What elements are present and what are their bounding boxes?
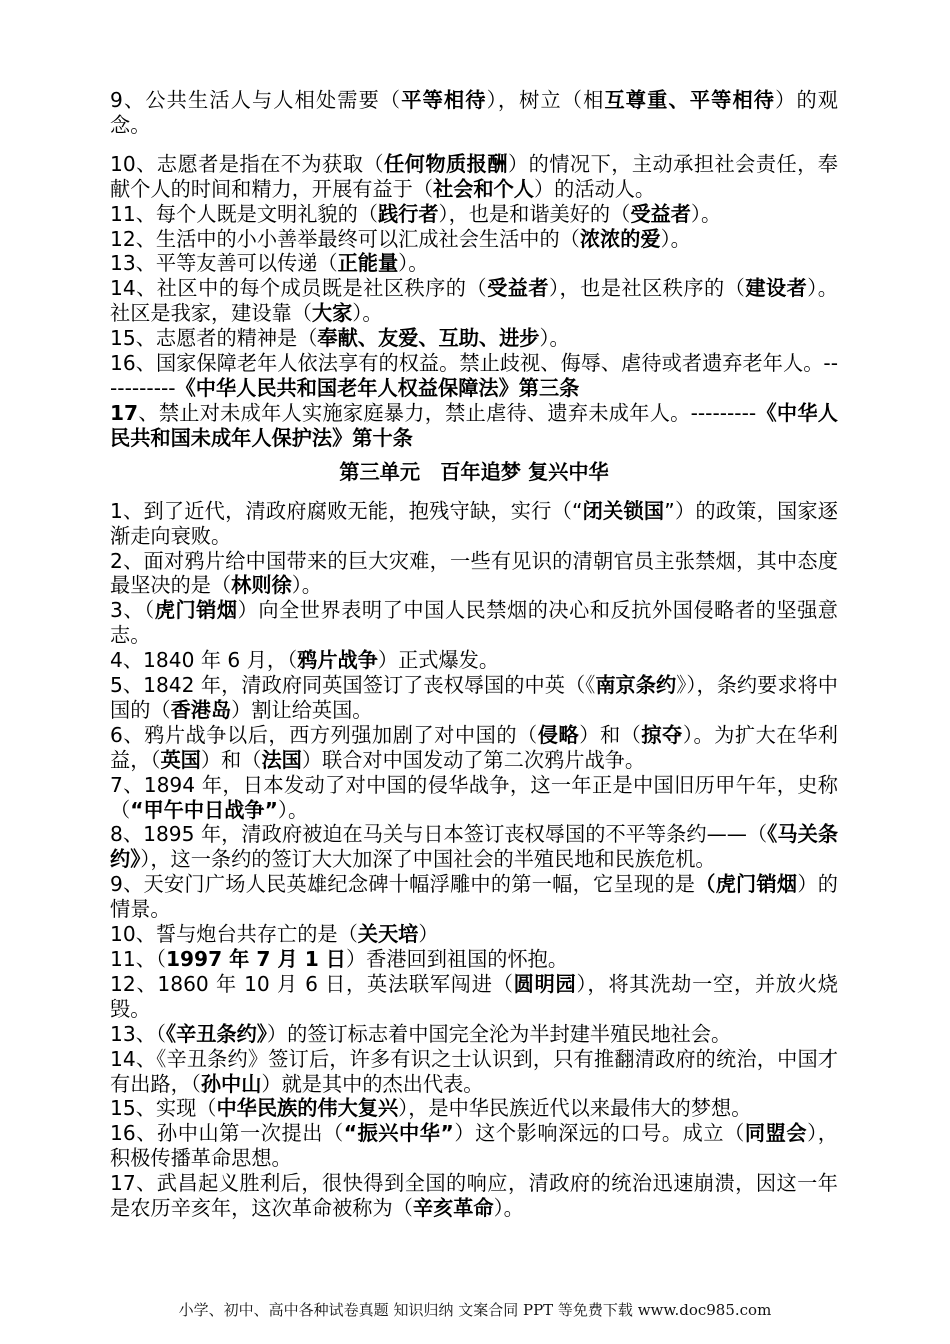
item-text: 12、生活中的小小善举最终可以汇成社会生活中的（ bbox=[110, 226, 580, 251]
answer-text: 虎门销烟 bbox=[154, 598, 238, 623]
answer-text: 英国 bbox=[160, 747, 201, 772]
item-text: 13、（ bbox=[110, 1021, 166, 1046]
answer-text: （虎门销烟 bbox=[695, 872, 798, 897]
list-item bbox=[110, 401, 838, 451]
answer-text: 《辛丑条约》 bbox=[165, 1021, 267, 1046]
item-text: ）。 bbox=[277, 797, 309, 822]
item-text: ）的签订标志着中国完全沦为半封建半殖民地社会。 bbox=[266, 1021, 732, 1046]
list-item bbox=[110, 922, 838, 947]
item-text: 2、面对鸦片给中国带来的巨大灾难，一些有见识的清朝官员主张禁烟，其中态度最坚决的是（ bbox=[110, 548, 838, 598]
document-page bbox=[110, 88, 838, 1221]
answer-text: 侵略 bbox=[537, 722, 580, 747]
answer-text: 平等相待 bbox=[401, 88, 487, 112]
answer-text: 践行者 bbox=[377, 201, 439, 226]
item-text: 15、志愿者的精神是（ bbox=[110, 326, 318, 351]
item-text: ），树立（相 bbox=[486, 88, 605, 112]
item-text: ）。 bbox=[539, 326, 570, 351]
answer-text: 闭关锁国 bbox=[582, 498, 665, 523]
item-text: ）香港回到祖国的怀抱。 bbox=[345, 947, 569, 971]
item-text: ），也是和谐美好的（ bbox=[438, 201, 631, 226]
answer-text: 法国 bbox=[261, 747, 302, 772]
list-item bbox=[110, 673, 838, 723]
item-text: 17、武昌起义胜利后，很快得到全国的响应，清政府的统治迅速崩溃，因这一年是农历辛亥年，这次革命被称为（ bbox=[110, 1171, 838, 1221]
item-text: ）的情况下，主动承担社会责任，奉献个人的时间和精力，开展有益于（ bbox=[110, 151, 838, 201]
item-text: 6、鸦片战争以后，西方列强加剧了对中国的（ bbox=[110, 722, 538, 747]
answer-text: 《中华人民共和国老年人权益保障法》第三条 bbox=[175, 375, 580, 400]
item-text: 11、（ bbox=[110, 947, 166, 971]
answer-text: 社会和个人 bbox=[433, 176, 534, 201]
item-text: 、禁止对未成年人实施家庭暴力，禁止虐待、遗弃未成年人。--------- bbox=[138, 400, 757, 425]
item-text: ）。 bbox=[493, 1196, 524, 1221]
item-text: ）的情景。 bbox=[110, 872, 838, 922]
item-text: 13、平等友善可以传递（ bbox=[110, 251, 338, 276]
list-item bbox=[110, 822, 838, 872]
list-item bbox=[110, 648, 838, 673]
unit-title: 第三单元 百年追梦 复兴中华 bbox=[339, 459, 609, 484]
list-item bbox=[110, 251, 838, 276]
answer-text: 掠夺 bbox=[641, 722, 683, 747]
item-text: 16、孙中山第一次提出（ bbox=[110, 1121, 344, 1146]
answer-text: 受益者 bbox=[630, 201, 691, 226]
answer-text: 奉献、友爱、互助、进步 bbox=[317, 326, 540, 351]
item-text: ）向全世界表明了中国人民禁烟的决心和反抗外国侵略者的坚强意志。 bbox=[110, 598, 838, 648]
item-text: ）就是其中的杰出代表。 bbox=[261, 1071, 484, 1096]
item-text: ），也是社区秩序的（ bbox=[549, 276, 746, 301]
item-text: ），这一条约的签订大大加深了中国社会的半殖民地和民族危机。 bbox=[140, 847, 716, 872]
answer-text: 关天培 bbox=[357, 922, 419, 947]
answer-text: 正能量 bbox=[337, 251, 399, 276]
list-item bbox=[110, 1022, 838, 1047]
section-civic-life bbox=[110, 88, 838, 451]
list-item bbox=[110, 351, 838, 401]
answer-text: 《中华人民共和国未成年人保护法》第十条 bbox=[110, 400, 838, 450]
item-text: ）联合对中国发动了第二次鸦片战争。 bbox=[301, 747, 646, 772]
item-text: ）和（ bbox=[200, 747, 262, 772]
list-item bbox=[110, 227, 838, 252]
item-text: ），是中华民族近代以来最伟大的梦想。 bbox=[398, 1096, 752, 1121]
item-text: ）。 bbox=[291, 573, 322, 598]
list-item bbox=[110, 723, 838, 773]
answer-text: 互尊重、平等相待 bbox=[604, 88, 776, 112]
item-text: ），将其洗劫一空，并放火烧毁。 bbox=[110, 971, 838, 1021]
item-text: ）。为扩大在华利益，（ bbox=[110, 722, 838, 772]
item-text: 7、1894 年，日本发动了对中国的侵华战争，这一年正是中国旧历甲午年，史称（ bbox=[110, 772, 838, 822]
item-text: 14、《辛丑条约》签订后，许多有识之士认识到，只有推翻清政府的统治，中国才有出路，（ bbox=[110, 1046, 838, 1096]
list-item bbox=[110, 1121, 838, 1171]
answer-text: 辛亥革命 bbox=[412, 1196, 494, 1221]
answer-text: 建设者 bbox=[745, 276, 808, 301]
item-text: ）。 bbox=[352, 301, 383, 326]
list-item bbox=[110, 972, 838, 1022]
list-item bbox=[110, 276, 838, 326]
item-text: 10、誓与炮台共存亡的是（ bbox=[110, 922, 358, 947]
item-text: ） bbox=[418, 922, 439, 947]
list-item bbox=[110, 326, 838, 351]
answer-text: 南京条约 bbox=[595, 673, 677, 698]
item-text: ）。 bbox=[660, 226, 691, 251]
item-text: 14、社区中的每个成员既是社区秩序的（ bbox=[110, 276, 488, 301]
answer-text: 香港岛 bbox=[170, 697, 232, 722]
answer-text: “甲午中日战争” bbox=[130, 797, 278, 822]
item-text: ）这个影响深远的口号。成立（ bbox=[453, 1121, 745, 1146]
answer-text: 圆明园 bbox=[513, 971, 577, 996]
list-item bbox=[110, 947, 838, 972]
item-text: ）割让给英国。 bbox=[231, 697, 373, 722]
answer-text: 大家 bbox=[311, 301, 353, 326]
answer-text: 17 bbox=[110, 400, 139, 425]
item-text: 9、公共生活人与人相处需要（ bbox=[110, 88, 402, 112]
list-item bbox=[110, 1171, 838, 1221]
list-item bbox=[110, 152, 838, 202]
list-item bbox=[110, 1047, 838, 1097]
item-text: 4、1840 年 6 月，（ bbox=[110, 648, 298, 673]
list-item bbox=[110, 872, 838, 922]
item-text: 9、天安门广场人民英雄纪念碑十幅浮雕中的第一幅，它呈现的是 bbox=[110, 872, 696, 897]
answer-text: 鸦片战争 bbox=[297, 648, 378, 673]
list-item bbox=[110, 499, 838, 549]
item-text: 1、到了近代，清政府腐败无能，抱残守缺，实行（“ bbox=[110, 498, 583, 523]
list-item bbox=[110, 1096, 838, 1121]
list-item bbox=[110, 202, 838, 227]
item-text: ）的观念。 bbox=[110, 88, 838, 137]
answer-text: 同盟会 bbox=[744, 1121, 808, 1146]
list-item bbox=[110, 549, 838, 599]
list-item bbox=[110, 88, 838, 138]
item-text: 16、国家保障老年人依法享有的权益。禁止歧视、侮辱、虐待或者遗弃老年人。----------- bbox=[110, 351, 838, 400]
item-text: ）和（ bbox=[579, 722, 642, 747]
item-text: ”）的政策，国家逐渐走向衰败。 bbox=[110, 498, 838, 548]
item-text: 11、每个人既是文明礼貌的（ bbox=[110, 201, 378, 226]
item-text: 3、（ bbox=[110, 598, 155, 623]
list-item bbox=[110, 598, 838, 648]
item-text: ）。 bbox=[398, 251, 429, 276]
answer-text: 浓浓的爱 bbox=[579, 226, 661, 251]
answer-text: 1997 年 7 月 1 日 bbox=[165, 947, 346, 971]
list-item bbox=[110, 773, 838, 823]
item-text: ）的活动人。 bbox=[533, 176, 656, 201]
answer-text: 受益者 bbox=[487, 276, 549, 301]
item-text: 10、志愿者是指在不为获取（ bbox=[110, 151, 385, 176]
answer-text: 中华民族的伟大复兴 bbox=[216, 1096, 399, 1121]
item-text: ）。 bbox=[690, 201, 722, 226]
answer-text: 林则徐 bbox=[231, 573, 292, 598]
item-text: 5、1842 年，清政府同英国签订了丧权辱国的中英（《 bbox=[110, 673, 596, 698]
item-text: 》），条约要求将中国的（ bbox=[110, 673, 838, 722]
answer-text: 《马关条约》 bbox=[110, 822, 839, 872]
answer-text: 孙中山 bbox=[200, 1071, 262, 1096]
item-text: ），积极传播革命思想。 bbox=[110, 1121, 838, 1171]
answer-text: “振兴中华” bbox=[343, 1121, 454, 1146]
item-text: 8、1895 年，清政府被迫在马关与日本签订丧权辱国的不平等条约——（ bbox=[110, 822, 768, 847]
answer-text: 任何物质报酬 bbox=[384, 151, 508, 176]
item-text: ）正式爆发。 bbox=[377, 648, 500, 673]
section-history bbox=[110, 499, 838, 1221]
item-text: 12、1860 年 10 月 6 日，英法联军闯进（ bbox=[110, 971, 514, 996]
page-footer: 小学、初中、高中各种试卷真题 知识归纳 文案合同 PPT 等免费下载 www.doc985.com bbox=[178, 1301, 772, 1319]
item-text: ）。社区是我家，建设靠（ bbox=[110, 276, 838, 326]
item-text: 15、实现（ bbox=[110, 1096, 217, 1121]
